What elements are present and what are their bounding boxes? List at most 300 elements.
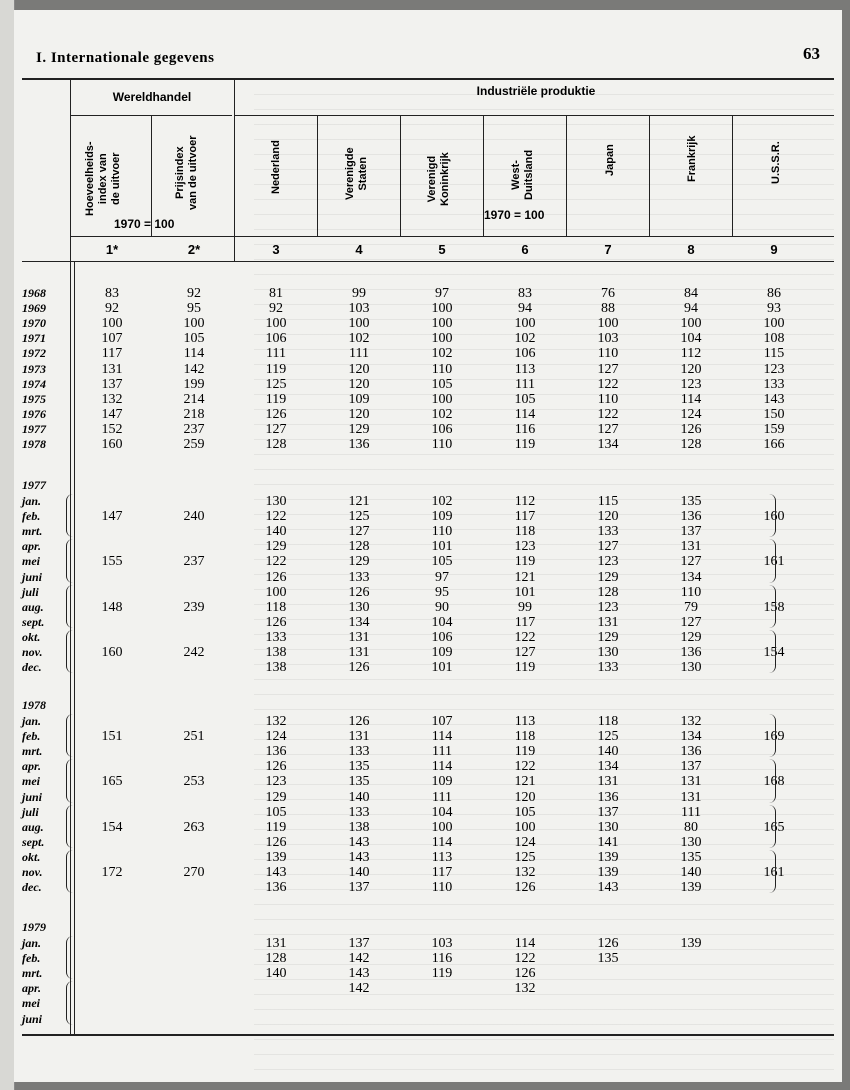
row-label: feb.: [22, 729, 41, 744]
col-header-1: Hoeveelheids- index van de uitvoer: [84, 141, 122, 216]
table-cell: 126: [348, 660, 370, 676]
table-cell: 99: [352, 286, 366, 301]
table-cell: 113: [514, 714, 536, 729]
row-label: apr.: [22, 539, 42, 554]
table-cell: 113: [431, 849, 453, 865]
table-cell: 101: [514, 584, 536, 600]
table-cell: 125: [597, 729, 619, 745]
row-label: 1970: [22, 316, 46, 331]
table-cell: 127: [680, 614, 702, 630]
table-cell: 123: [514, 539, 536, 555]
table-cell: 131: [348, 629, 370, 645]
table-cell: 114: [680, 391, 702, 407]
table-cell: 104: [680, 331, 702, 347]
table-cell: 115: [597, 494, 619, 509]
table-cell: 126: [348, 584, 370, 600]
base-year-label-trade: 1970 = 100: [114, 217, 175, 231]
table-cell: 109: [431, 774, 453, 790]
table-cell: 138: [265, 645, 287, 660]
table-cell: 131: [101, 361, 123, 377]
table-cell: 108: [763, 331, 785, 347]
table-cell: 105: [431, 554, 453, 570]
document-page: [14, 10, 842, 1082]
table-cell: 122: [597, 376, 619, 392]
row-label: mrt.: [22, 744, 43, 759]
table-cell: 114: [514, 406, 536, 422]
column-number: 3: [272, 242, 280, 257]
table-cell: 109: [348, 391, 370, 407]
table-cell: 140: [348, 865, 370, 880]
table-cell: 142: [348, 981, 370, 997]
table-cell: 117: [431, 865, 453, 880]
table-cell: 104: [431, 614, 453, 630]
column-number: 8: [687, 242, 695, 257]
row-label: nov.: [22, 645, 43, 659]
row-label: 1971: [22, 331, 46, 346]
table-cell: 120: [348, 406, 370, 422]
table-cell: 125: [514, 849, 536, 865]
table-cell: 141: [597, 834, 619, 850]
row-label: jan.: [22, 936, 42, 950]
table-cell: 101: [431, 539, 453, 555]
row-label: 1968: [22, 286, 46, 300]
table-cell: 128: [265, 951, 287, 967]
table-cell: 118: [597, 714, 619, 729]
table-cell: 100: [431, 316, 453, 332]
table-cell: 131: [680, 789, 702, 805]
table-cell: 122: [514, 951, 536, 967]
table-cell: 161: [763, 865, 785, 880]
table-cell: 126: [680, 421, 702, 437]
table-cell: 139: [680, 880, 702, 896]
table-cell: 119: [514, 437, 536, 452]
table-cell: 90: [435, 599, 449, 615]
table-cell: 136: [348, 437, 370, 452]
table-cell: 129: [597, 629, 619, 645]
group-header-trade: Wereldhandel: [112, 90, 192, 104]
table-cell: 136: [265, 880, 287, 896]
table-cell: 134: [348, 614, 370, 630]
table-cell: 133: [265, 629, 287, 645]
table-cell: 135: [680, 849, 702, 865]
table-cell: 143: [265, 865, 287, 880]
table-cell: 114: [183, 346, 205, 362]
table-cell: 124: [265, 729, 287, 745]
row-label: feb.: [22, 951, 41, 966]
table-cell: 126: [514, 966, 536, 982]
table-cell: 92: [269, 301, 283, 317]
table-cell: 129: [680, 629, 702, 645]
row-label: nov.: [22, 865, 43, 879]
col-header-6: West- Duitsland: [510, 149, 535, 200]
col-header-2: Prijsindex van de uitvoer: [174, 135, 199, 210]
row-label: juli: [22, 804, 39, 819]
row-label: mei: [22, 774, 40, 789]
table-cell: 128: [348, 539, 370, 555]
row-label: apr.: [22, 759, 42, 774]
table-cell: 132: [514, 981, 536, 997]
table-cell: 143: [763, 391, 785, 407]
row-label: 1978: [22, 437, 46, 451]
row-label: sept.: [22, 614, 45, 629]
table-cell: 130: [680, 660, 702, 676]
row-label: 1973: [22, 361, 46, 376]
table-cell: 122: [265, 509, 287, 525]
table-cell: 138: [348, 819, 370, 835]
table-cell: 104: [431, 804, 453, 820]
quarter-brace: [769, 585, 776, 628]
table-cell: 218: [183, 406, 205, 422]
table-cell: 112: [680, 346, 702, 362]
table-top-rule: [22, 78, 834, 80]
column-number: 5: [438, 242, 446, 257]
table-cell: 140: [680, 865, 702, 880]
table-cell: 100: [514, 316, 536, 332]
table-cell: 100: [101, 316, 123, 332]
table-cell: 120: [680, 361, 702, 377]
table-cell: 110: [431, 524, 453, 540]
table-cell: 143: [348, 849, 370, 865]
row-label: aug.: [22, 599, 44, 614]
table-cell: 109: [431, 645, 453, 660]
col-divider: [732, 115, 733, 236]
table-cell: 105: [265, 804, 287, 820]
table-cell: 139: [680, 936, 702, 951]
table-cell: 142: [183, 361, 205, 377]
row-label: juni: [22, 1011, 43, 1026]
table-cell: 131: [348, 645, 370, 660]
table-cell: 122: [597, 406, 619, 422]
table-cell: 135: [597, 951, 619, 967]
table-cell: 140: [265, 966, 287, 982]
row-label: apr.: [22, 981, 42, 996]
table-cell: 120: [597, 509, 619, 525]
table-cell: 118: [514, 729, 536, 745]
table-cell: 143: [348, 834, 370, 850]
table-cell: 239: [183, 599, 205, 615]
table-cell: 120: [514, 789, 536, 805]
column-number: 1*: [105, 242, 119, 257]
table-cell: 136: [597, 789, 619, 805]
row-label: mrt.: [22, 524, 43, 539]
table-cell: 165: [101, 774, 123, 790]
table-cell: 120: [348, 361, 370, 377]
table-cell: 132: [101, 391, 123, 407]
col-divider: [566, 115, 567, 236]
table-cell: 137: [348, 880, 370, 896]
table-cell: 121: [514, 569, 536, 585]
table-cell: 253: [183, 774, 205, 790]
table-cell: 138: [265, 660, 287, 676]
table-cell: 137: [597, 804, 619, 820]
table-cell: 165: [763, 819, 785, 835]
table-cell: 117: [101, 346, 123, 362]
table-cell: 131: [348, 729, 370, 745]
table-cell: 114: [431, 759, 453, 775]
quarter-brace: [66, 850, 73, 893]
table-cell: 118: [265, 599, 287, 615]
col-divider: [234, 78, 235, 261]
table-cell: 237: [183, 421, 205, 437]
col-header-7: Japan: [604, 144, 616, 176]
table-cell: 130: [597, 819, 619, 835]
table-cell: 111: [349, 346, 369, 362]
table-cell: 117: [514, 509, 536, 525]
table-cell: 102: [431, 406, 453, 422]
table-cell: 128: [680, 437, 702, 452]
table-cell: 143: [597, 880, 619, 896]
industry-group-rule: [234, 115, 834, 116]
table-cell: 129: [597, 569, 619, 585]
table-cell: 86: [767, 286, 781, 301]
table-cell: 83: [518, 286, 532, 301]
table-cell: 119: [431, 966, 453, 982]
table-cell: 128: [597, 584, 619, 600]
table-cell: 122: [265, 554, 287, 570]
table-cell: 94: [684, 301, 698, 317]
table-cell: 160: [763, 509, 785, 525]
table-cell: 154: [763, 645, 785, 660]
table-cell: 100: [431, 301, 453, 317]
col-divider: [317, 115, 318, 236]
table-cell: 122: [514, 629, 536, 645]
table-cell: 129: [348, 421, 370, 437]
row-label: feb.: [22, 509, 41, 524]
table-cell: 109: [431, 509, 453, 525]
table-cell: 100: [514, 819, 536, 835]
table-cell: 119: [514, 744, 536, 760]
column-number: 9: [770, 242, 778, 257]
table-cell: 126: [265, 759, 287, 775]
column-number: 7: [604, 242, 612, 257]
row-label: 1977: [22, 421, 46, 436]
quarter-brace: [769, 494, 776, 537]
table-cell: 140: [348, 789, 370, 805]
table-cell: 103: [431, 936, 453, 951]
base-rule: [70, 236, 834, 237]
table-cell: 125: [348, 509, 370, 525]
quarter-brace: [66, 805, 73, 848]
row-label: 1969: [22, 301, 46, 316]
table-cell: 134: [597, 759, 619, 775]
table-cell: 168: [763, 774, 785, 790]
year-heading: 1979: [22, 920, 46, 934]
row-label: 1974: [22, 376, 46, 391]
table-cell: 94: [518, 301, 532, 317]
table-cell: 95: [187, 301, 201, 317]
table-cell: 259: [183, 437, 205, 452]
table-cell: 132: [265, 714, 287, 729]
table-cell: 126: [348, 714, 370, 729]
group-header-industry: Industriële produktie: [476, 84, 596, 98]
table-cell: 118: [514, 524, 536, 540]
table-cell: 143: [348, 966, 370, 982]
table-cell: 251: [183, 729, 205, 745]
table-cell: 131: [680, 774, 702, 790]
col-header-5: Verenigd Koninkrijk: [426, 152, 451, 206]
table-cell: 140: [597, 744, 619, 760]
table-cell: 160: [101, 437, 123, 452]
table-cell: 102: [348, 331, 370, 347]
table-cell: 139: [265, 849, 287, 865]
row-label: sept.: [22, 834, 45, 849]
table-cell: 126: [265, 406, 287, 422]
year-heading: 1978: [22, 698, 46, 712]
table-cell: 115: [763, 346, 785, 362]
table-cell: 83: [105, 286, 119, 301]
table-cell: 159: [763, 421, 785, 437]
table-cell: 126: [265, 569, 287, 585]
table-cell: 100: [431, 331, 453, 347]
table-cell: 126: [514, 880, 536, 896]
table-cell: 142: [348, 951, 370, 967]
table-cell: 110: [431, 361, 453, 377]
table-cell: 123: [597, 599, 619, 615]
stub-divider-inner: [74, 261, 75, 1034]
table-cell: 172: [101, 865, 123, 880]
table-cell: 119: [514, 660, 536, 676]
table-cell: 107: [101, 331, 123, 347]
quarter-brace: [66, 759, 73, 802]
table-cell: 127: [265, 421, 287, 437]
table-cell: 133: [763, 376, 785, 392]
table-cell: 101: [431, 660, 453, 676]
table-cell: 92: [105, 301, 119, 317]
col-header-8: Frankrijk: [686, 135, 698, 182]
row-label: mrt.: [22, 966, 43, 981]
table-cell: 106: [431, 629, 453, 645]
table-cell: 136: [265, 744, 287, 760]
table-cell: 214: [183, 391, 205, 407]
table-cell: 133: [597, 524, 619, 540]
table-cell: 135: [348, 774, 370, 790]
table-cell: 130: [680, 834, 702, 850]
table-cell: 152: [101, 421, 123, 437]
table-cell: 129: [265, 539, 287, 555]
table-cell: 93: [767, 301, 781, 317]
table-cell: 134: [597, 437, 619, 452]
table-cell: 111: [432, 789, 452, 805]
table-cell: 100: [348, 316, 370, 332]
table-cell: 263: [183, 819, 205, 835]
table-cell: 106: [514, 346, 536, 362]
table-cell: 100: [183, 316, 205, 332]
row-label: jan.: [22, 494, 42, 508]
table-cell: 99: [518, 599, 532, 615]
table-cell: 128: [265, 437, 287, 452]
quarter-brace: [66, 981, 73, 1024]
quarter-brace: [66, 936, 73, 979]
table-cell: 126: [265, 834, 287, 850]
table-cell: 123: [597, 554, 619, 570]
table-cell: 124: [680, 406, 702, 422]
table-cell: 122: [514, 759, 536, 775]
page-number: 63: [803, 44, 820, 63]
table-cell: 123: [265, 774, 287, 790]
row-label: 1972: [22, 346, 46, 361]
table-cell: 136: [680, 744, 702, 760]
table-cell: 199: [183, 376, 205, 392]
table-cell: 114: [431, 729, 453, 745]
table-cell: 127: [597, 361, 619, 377]
table-cell: 110: [431, 437, 453, 452]
table-cell: 240: [183, 509, 205, 525]
table-cell: 119: [265, 361, 287, 377]
table-cell: 136: [680, 645, 702, 660]
table-cell: 134: [680, 729, 702, 745]
table-cell: 102: [514, 331, 536, 347]
table-cell: 237: [183, 554, 205, 570]
row-label: juni: [22, 569, 43, 584]
table-cell: 103: [597, 331, 619, 347]
table-cell: 117: [514, 614, 536, 630]
table-cell: 111: [266, 346, 286, 362]
table-cell: 133: [348, 569, 370, 585]
table-cell: 127: [680, 554, 702, 570]
table-cell: 127: [514, 645, 536, 660]
quarter-brace: [769, 759, 776, 802]
table-cell: 131: [597, 774, 619, 790]
table-cell: 127: [597, 539, 619, 555]
table-cell: 111: [432, 744, 452, 760]
table-cell: 100: [431, 819, 453, 835]
table-cell: 105: [183, 331, 205, 347]
col-header-9: U.S.S.R.: [770, 141, 782, 184]
row-label: okt.: [22, 849, 41, 864]
table-cell: 124: [514, 834, 536, 850]
table-cell: 131: [265, 936, 287, 951]
table-cell: 242: [183, 645, 205, 660]
table-cell: 137: [101, 376, 123, 392]
quarter-brace: [66, 539, 73, 582]
table-cell: 137: [680, 759, 702, 775]
table-cell: 100: [597, 316, 619, 332]
table-bottom-rule: [22, 1034, 834, 1036]
table-cell: 126: [597, 936, 619, 951]
page-title: I. Internationale gegevens: [36, 50, 215, 66]
table-cell: 110: [597, 346, 619, 362]
col-header-4: Verenigde Staten: [344, 147, 369, 200]
table-cell: 151: [101, 729, 123, 745]
row-label: mei: [22, 554, 40, 569]
table-cell: 137: [680, 524, 702, 540]
col-divider: [400, 115, 401, 236]
table-cell: 127: [348, 524, 370, 540]
row-label: okt.: [22, 629, 41, 644]
table-cell: 103: [348, 301, 370, 317]
table-cell: 147: [101, 509, 123, 525]
table-cell: 79: [684, 599, 698, 615]
table-cell: 84: [684, 286, 698, 301]
table-cell: 110: [597, 391, 619, 407]
quarter-brace: [66, 630, 73, 673]
table-cell: 105: [431, 376, 453, 392]
quarter-brace: [769, 850, 776, 893]
row-label: juni: [22, 789, 43, 804]
table-cell: 114: [514, 936, 536, 951]
table-cell: 100: [763, 316, 785, 332]
row-label: mei: [22, 996, 40, 1011]
table-cell: 88: [601, 301, 615, 317]
table-cell: 123: [763, 361, 785, 377]
table-cell: 105: [514, 391, 536, 407]
table-cell: 112: [514, 494, 536, 509]
quarter-brace: [769, 539, 776, 582]
table-cell: 129: [265, 789, 287, 805]
table-cell: 111: [515, 376, 535, 392]
table-cell: 100: [265, 584, 287, 600]
row-label: aug.: [22, 819, 44, 834]
